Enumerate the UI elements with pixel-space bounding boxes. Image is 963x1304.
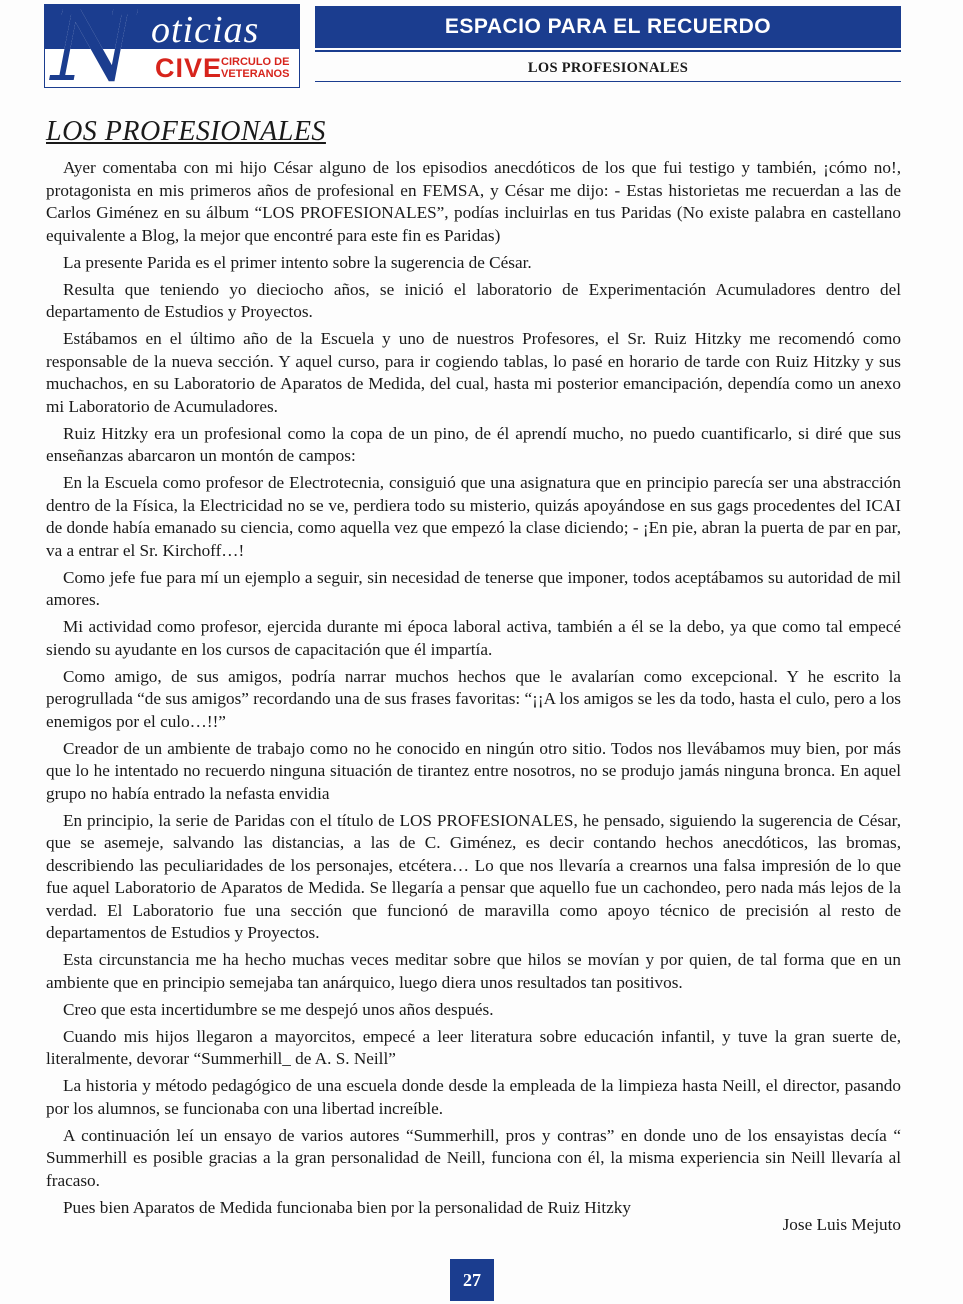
paragraph: Como jefe fue para mí un ejemplo a seguir, sin necesidad de tenerse que imponer, todos aceptábamos su autoridad de mil amores. bbox=[46, 567, 901, 609]
paragraph: En la Escuela como profesor de Electrotecnia, consiguió que una asignatura que en principio parecía ser una abstracción dentro de la Física, la Electricidad no se ve, perdiera todo su misterio, quizás apoyándose en sus gags procedentes del ICAI de donde había emanado su ciencia, como aquella vez que empezó la clase diciendo; - ¡En pie, abran la puerta de par en par, va a entrar el Sr. Kirchoff…! bbox=[46, 473, 901, 560]
header-divider-bottom bbox=[315, 81, 901, 82]
paragraph: Ayer comentaba con mi hijo César alguno de los episodios anecdóticos de los que fui testigo y también, ¡cómo no!, protagonista en mis primeros años de profesional en FEMSA, y César me dijo: - Estas historietas me recuerdan a las de Carlos Giménez en su álbum “LOS PROFESIONALES”, podías incluirlas en tus Paridas (No existe palabra en castellano equivalente a Blog, la mejor que encontré para este fin es Paridas) bbox=[46, 158, 901, 245]
logo-circulo-line2: VETERANOS bbox=[221, 68, 290, 80]
author-signature: Jose Luis Mejuto bbox=[782, 1215, 901, 1234]
logo-circulo bbox=[221, 56, 289, 80]
paragraph: Creo que esta incertidumbre se me despejó unos años después. bbox=[63, 999, 494, 1019]
paragraph: Pues bien Aparatos de Medida funcionaba bien por la personalidad de Ruiz Hitzky bbox=[63, 1197, 631, 1217]
paragraph: Mi actividad como profesor, ejercida durante mi época laboral activa, también a él se la debo, ya que como tal empecé siendo su ayudante en los cursos de capacitación que él impartía. bbox=[46, 617, 901, 659]
paragraph: Resulta que teniendo yo dieciocho años, se inició el laboratorio de Experimentación Acumuladores dentro del departamento de Estudios y Proyectos. bbox=[46, 279, 901, 321]
paragraph: Creador de un ambiente de trabajo como no he conocido en ningún otro sitio. Todos nos llevábamos muy bien, por más que lo he intentado no recuerdo ninguna situación de tirantez entre nosotros, no se produjo jamás ninguna bronca. En aquel grupo no había entrado la nefasta envidia bbox=[46, 738, 901, 803]
logo-org-name: CIVE bbox=[155, 53, 223, 83]
article-title: LOS PROFESIONALES bbox=[46, 116, 326, 147]
section-subtitle: LOS PROFESIONALES bbox=[527, 59, 689, 76]
paragraph: Cuando mis hijos llegaron a mayorcitos, empecé a leer literatura sobre educación infantil, y tuve la gran suerte de, literalmente, devorar “Summerhill_ de A. S. Neill” bbox=[46, 1026, 901, 1068]
paragraph: Como amigo, de sus amigos, podría narrar muchos hechos que le avalarían como excepcional. Y he escrito la perogrullada “de sus amigos” recordando una de sus frases favoritas: “¡¡A los amigos se les da todo, hasta el culo, pero a los enemigos por el culo…!!” bbox=[46, 666, 901, 731]
logo-circulo-line1: CIRCULO DE bbox=[221, 56, 290, 68]
paragraph: La historia y método pedagógico de una escuela donde desde la empleada de la limpieza hasta Neill, el director, pasando por los alumnos, se funcionaba con una libertad increíble. bbox=[46, 1076, 901, 1118]
article-body bbox=[46, 157, 901, 1224]
paragraph: Esta circunstancia me ha hecho muchas veces meditar sobre que hilos se movían y por quien, de tal forma que en un ambiente que en principio semejaba tan anárquico, luego diera unos resultados tan positivos. bbox=[46, 950, 901, 992]
logo-word: oticias bbox=[151, 9, 260, 51]
paragraph: Estábamos en el último año de la Escuela y uno de nuestros Profesores, el Sr. Ruiz Hitzky me recomendó como responsable de la nueva sección. Y aquel curso, para ir cogiendo tablas, lo pasé en horario de tarde con Ruiz Hitzky y sus muchachos, en su Laboratorio de Aparatos de Medida, del cual, hasta mi posterior emancipación, dependía como un anexo mi Laboratorio de Acumuladores. bbox=[46, 329, 901, 416]
logo-initial: N bbox=[51, 0, 135, 103]
paragraph: Ruiz Hitzky era un profesional como la copa de un pino, de él aprendí mucho, no puedo cuantificarlo, si diré que sus enseñanzas abarcaron un montón de campos: bbox=[46, 423, 901, 465]
page-number: 27 bbox=[450, 1259, 494, 1301]
paragraph: A continuación leí un ensayo de varios autores “Summerhill, pros y contras” en donde uno de los ensayistas decía “ Summerhill es posible gracias a la gran personalidad de Neill, funciona con él, la misma experiencia sin Neill llevaría al fracaso. bbox=[46, 1125, 901, 1190]
paragraph: La presente Parida es el primer intento sobre la sugerencia de César. bbox=[63, 252, 532, 272]
paragraph: En principio, la serie de Paridas con el título de LOS PROFESIONALES, he pensado, siguiendo la sugerencia de César, que se asemeje, salvando las distancias, a las de C. Giménez, es decir contando hechos anecdóticos, las bromas, describiendo las peculiaridades de los personajes, etcétera… Lo que nos llevaría a crearnos una falsa impresión de lo que fue aquel Laboratorio de Aparatos de Medida. Se llegaría a pensar que aquello fue un cachondeo, pero nada más lejos de la verdad. El Laboratorio fue una sección que funcionó de maravilla como apoyo técnico de precisión al resto de departamentos de Estudios y Proyectos. bbox=[46, 810, 901, 942]
newsletter-logo bbox=[44, 0, 300, 103]
section-banner: ESPACIO PARA EL RECUERDO bbox=[315, 6, 901, 48]
header-divider bbox=[315, 50, 901, 52]
